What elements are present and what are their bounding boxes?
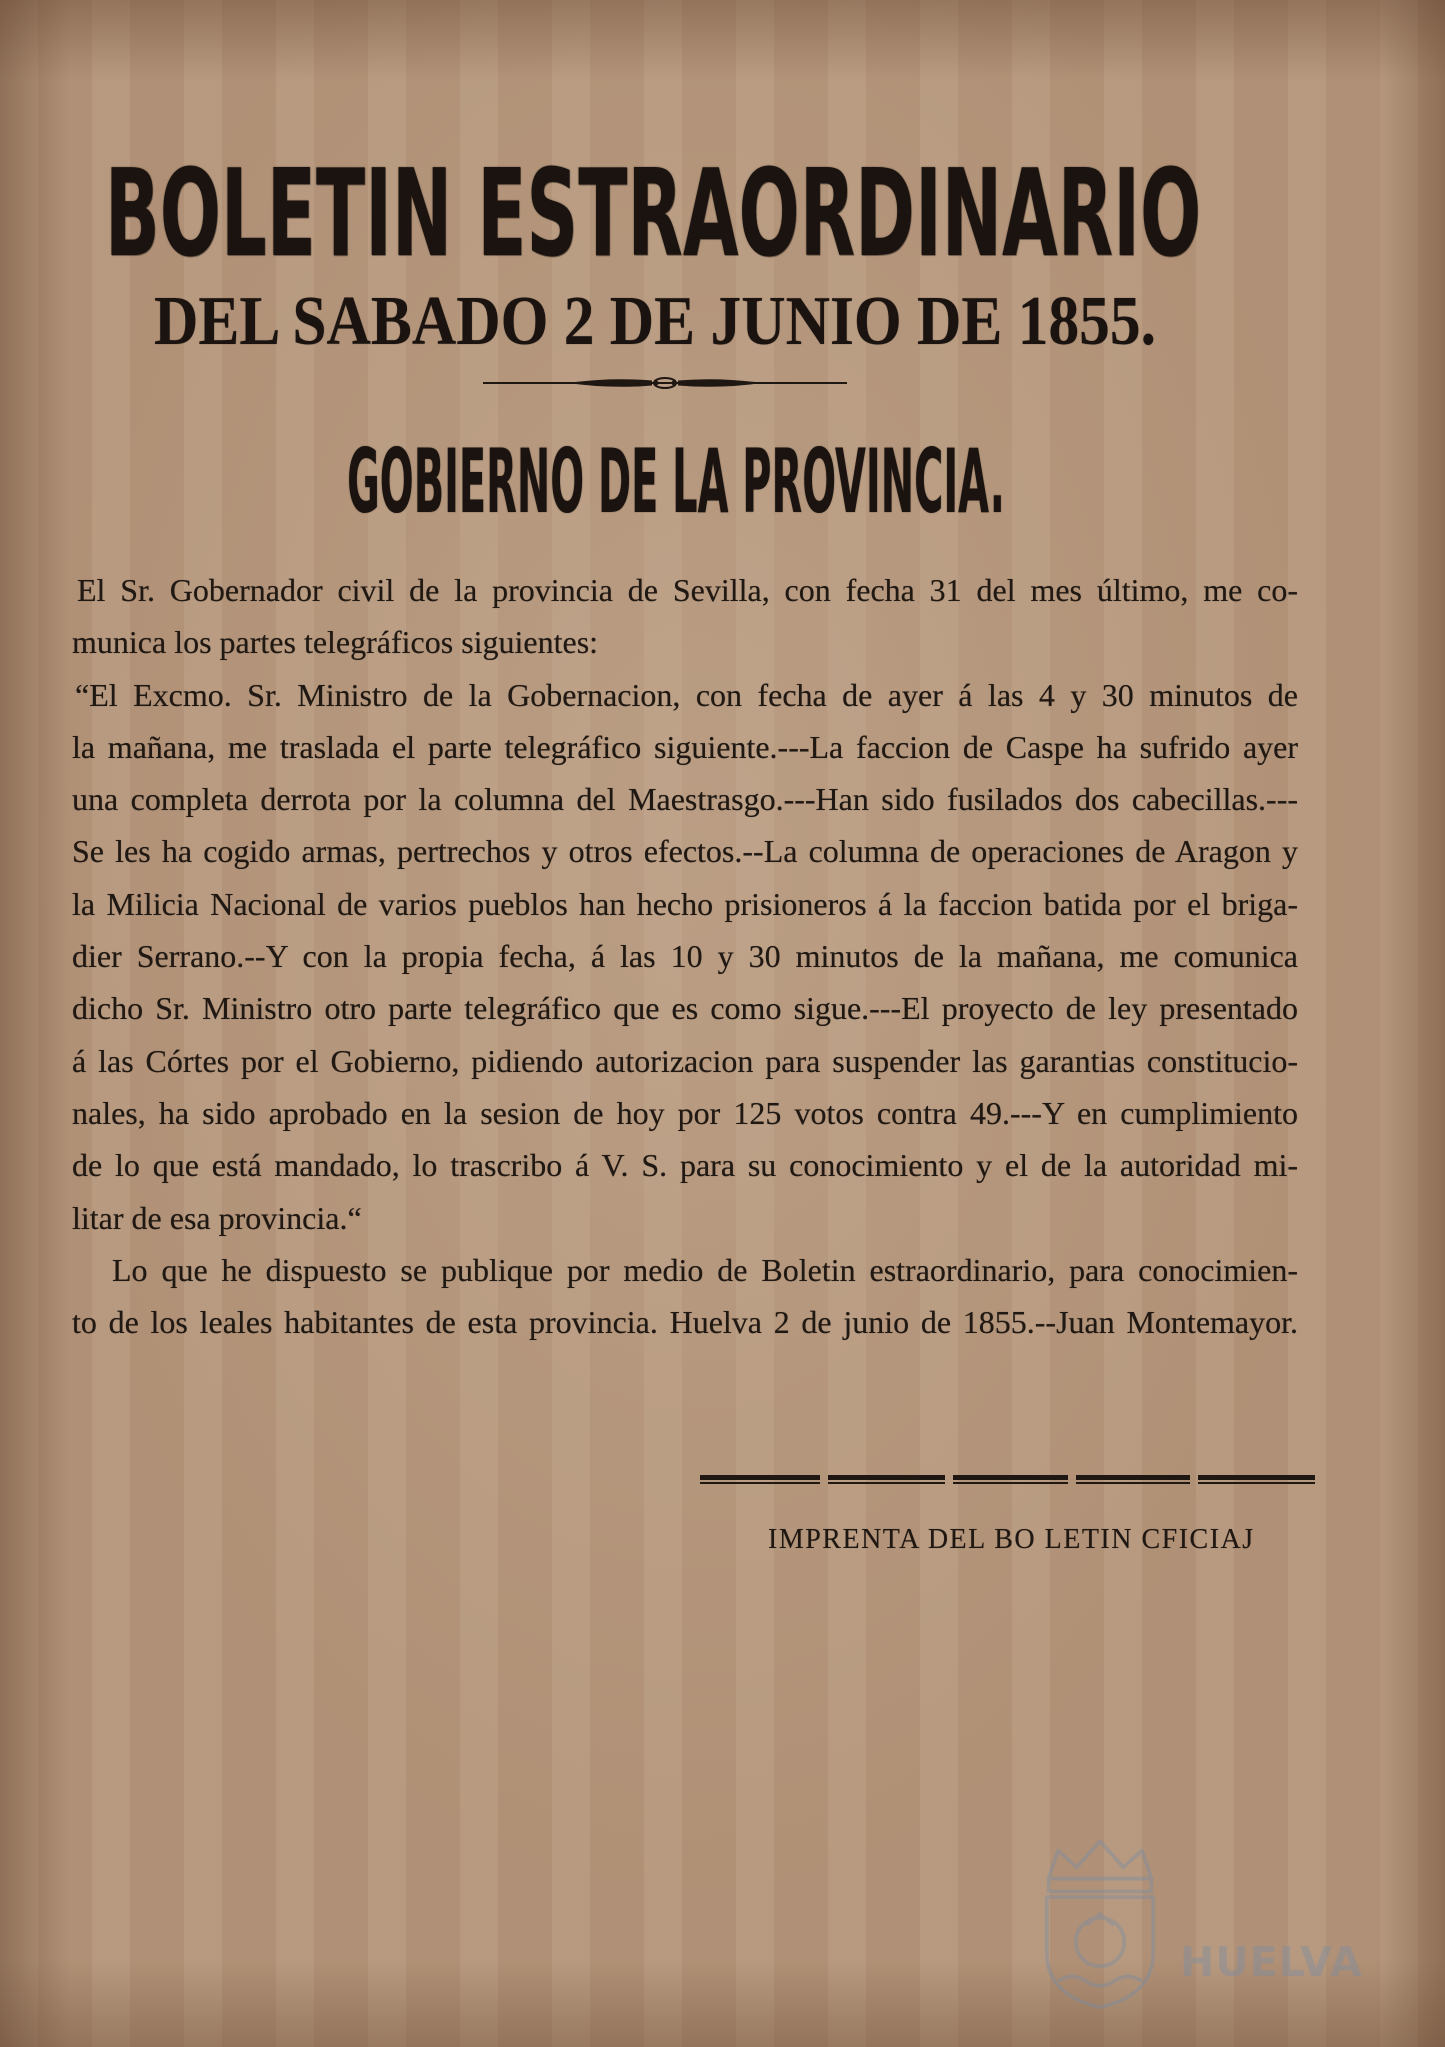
body-line: la mañana, me traslada el parte telegráfico siguiente.---La faccion de Caspe ha sufrido ayer bbox=[72, 728, 1298, 765]
footer-rule-icon bbox=[695, 1470, 1320, 1490]
body-line: Se les ha cogido armas, pertrechos y otros efectos.--La columna de operaciones de Aragon y bbox=[72, 833, 1298, 870]
watermark-text: HUELVA bbox=[1180, 1938, 1363, 1986]
body-line: munica los partes telegráficos siguientes: bbox=[72, 624, 599, 661]
body-text bbox=[72, 564, 1298, 1348]
body-line: Lo que he dispuesto se publique por medio de Boletin estraordinario, para conocimien- bbox=[112, 1251, 1298, 1288]
bulletin-date: DEL SABADO 2 DE JUNIO DE 1855. bbox=[154, 281, 1156, 360]
body-line: nales, ha sido aprobado en la sesion de hoy por 125 votos contra 49.---Y en cumplimiento bbox=[72, 1094, 1298, 1131]
body-line: de lo que está mandado, lo trascribo á V. S. para su conocimiento y el de la autoridad mi- bbox=[72, 1147, 1298, 1184]
section-heading: GOBIERNO DE LA PROVINCIA. bbox=[347, 430, 1005, 533]
body-line: El Sr. Gobernador civil de la provincia de Sevilla, con fecha 31 del mes último, me co- bbox=[77, 572, 1298, 608]
body-line: á las Córtes por el Gobierno, pidiendo autorizacion para suspender las garantias constitucio- bbox=[72, 1042, 1298, 1079]
body-line: dier Serrano.--Y con la propia fecha, á las 10 y 30 minutos de la mañana, me comunica bbox=[72, 938, 1298, 975]
body-line: litar de esa provincia.“ bbox=[72, 1199, 362, 1236]
body-line: la Milicia Nacional de varios pueblos han hecho prisioneros á la faccion batida por el briga- bbox=[72, 885, 1298, 922]
bulletin-title: BOLETIN ESTRAORDINARIO bbox=[104, 145, 1202, 284]
printer-imprint: IMPRENTA DEL BO LETIN CFICIAJ bbox=[768, 1524, 1255, 1555]
body-line: una completa derrota por la columna del Maestrasgo.---Han sido fusilados dos cabecillas.--- bbox=[72, 781, 1298, 818]
huelva-crest-icon bbox=[1030, 1828, 1170, 2013]
ornamental-divider-icon bbox=[480, 372, 850, 394]
body-line: to de los leales habitantes de esta provincia. Huelva 2 de junio de 1855.--Juan Montemayor. bbox=[72, 1304, 1298, 1341]
body-line: “El Excmo. Sr. Ministro de la Gobernacion, con fecha de ayer á las 4 y 30 minutos de bbox=[75, 676, 1298, 713]
body-line: dicho Sr. Ministro otro parte telegráfico que es como sigue.---El proyecto de ley presentado bbox=[72, 990, 1298, 1027]
